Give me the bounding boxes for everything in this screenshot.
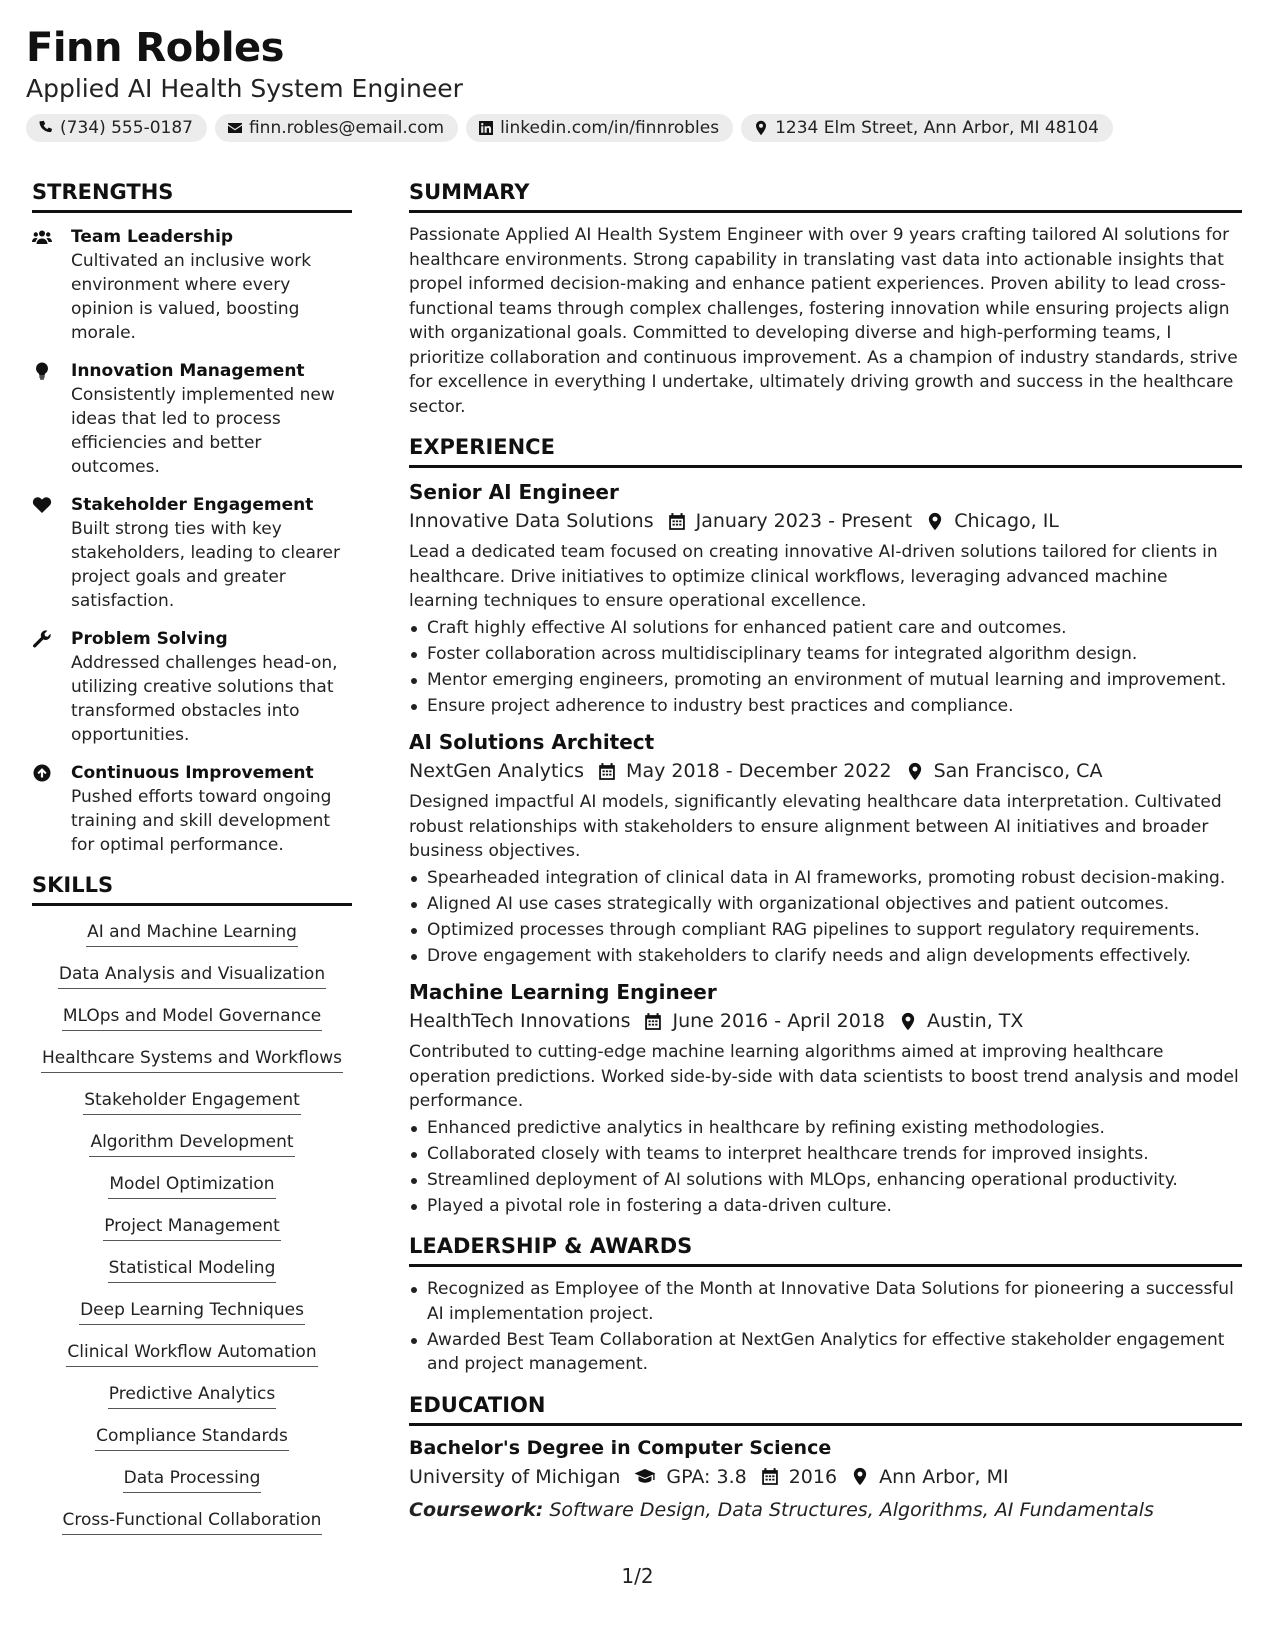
header: [26, 22, 1246, 142]
bullet-item: Aligned AI use cases strategically with organizational objectives and patient outcomes.: [409, 892, 1242, 917]
bullet-item: Collaborated closely with teams to interpret healthcare trends for improved insights.: [409, 1142, 1242, 1167]
envelope-icon: [227, 120, 243, 136]
calendar-icon: [761, 1467, 779, 1486]
strength-title: Team Leadership: [71, 227, 234, 247]
bullet-item: Mentor emerging engineers, promoting an environment of mutual learning and improvement.: [409, 668, 1242, 693]
awards-list: [409, 1277, 1242, 1377]
phone-text: (734) 555-0187: [60, 118, 193, 138]
left-column: [32, 178, 352, 1548]
map-pin-icon: [906, 762, 924, 781]
strength-item: [32, 761, 352, 857]
skills-section: [32, 871, 352, 1548]
strength-desc: Built strong ties with key stakeholders, leading to clearer project goals and greater satisfaction.: [71, 519, 341, 611]
heart-icon: [32, 496, 52, 514]
coursework-label: Coursework:: [409, 1498, 544, 1521]
skill-tag: Statistical Modeling: [108, 1254, 277, 1283]
bullet-item: Enhanced predictive analytics in healthcare by refining existing methodologies.: [409, 1116, 1242, 1141]
skill-tag: Project Management: [103, 1212, 281, 1241]
linkedin-text: linkedin.com/in/finnrobles: [500, 118, 720, 138]
skill-tag: Deep Learning Techniques: [79, 1296, 305, 1325]
degree-title: Bachelor's Degree in Computer Science: [409, 1436, 832, 1459]
education-meta: [409, 1462, 1242, 1492]
skill-tag: Data Processing: [123, 1464, 262, 1493]
job-dates: June 2016 - April 2018: [672, 1010, 886, 1032]
arrow-up-circle-icon: [32, 764, 52, 782]
skill-tag: Algorithm Development: [89, 1128, 294, 1157]
wrench-icon: [32, 630, 52, 648]
award-item: Recognized as Employee of the Month at Innovative Data Solutions for pioneering a successful AI implementation project.: [409, 1277, 1242, 1326]
bullet-item: Played a pivotal role in fostering a data-driven culture.: [409, 1194, 1242, 1219]
coursework-line: [409, 1496, 1242, 1524]
strength-title: Continuous Improvement: [71, 763, 314, 783]
strength-title: Stakeholder Engagement: [71, 495, 314, 515]
skill-tag: Model Optimization: [108, 1170, 275, 1199]
page-number: 1/2: [621, 1564, 654, 1588]
skill-tag: Healthcare Systems and Workflows: [41, 1044, 343, 1073]
summary-text: Passionate Applied AI Health System Engineer with over 9 years crafting tailored AI solutions for healthcare environments. Strong capability in translating vast data into actionable insights that propel informed decision-making and enhance patient experiences. Proven ability to lead cross-functional teams through complex challenges, fostering innovation while ensuring projects align with organizational goals. Committed to developing diverse and high-performing teams, I prioritize collaboration and continuous improvement. As a champion of industry standards, strive for excellence in everything I undertake, ultimately driving growth and success in the healthcare sector.: [409, 225, 1238, 417]
linkedin-chip[interactable]: [466, 114, 733, 142]
email-text: finn.robles@email.com: [248, 118, 445, 138]
job-location: San Francisco, CA: [933, 760, 1103, 782]
bullet-item: Drove engagement with stakeholders to clarify needs and align developments effectively.: [409, 944, 1242, 969]
email-chip[interactable]: [215, 114, 458, 142]
job-entry: [409, 978, 1242, 1218]
coursework-text: Software Design, Data Structures, Algorithms, AI Fundamentals: [549, 1498, 1154, 1521]
skill-tag: Stakeholder Engagement: [83, 1086, 301, 1115]
strength-desc: Addressed challenges head-on, utilizing creative solutions that transformed obstacles into opportunities.: [71, 653, 338, 745]
award-item: Awarded Best Team Collaboration at NextGen Analytics for effective stakeholder engagement and project management.: [409, 1328, 1242, 1377]
bullet-item: Foster collaboration across multidisciplinary teams for integrated algorithm design.: [409, 642, 1242, 667]
strengths-heading: STRENGTHS: [32, 178, 352, 213]
address-text: 1234 Elm Street, Ann Arbor, MI 48104: [775, 118, 1099, 138]
job-bullets: [409, 1116, 1242, 1219]
job-title: Senior AI Engineer: [409, 480, 619, 504]
skill-tag: MLOps and Model Governance: [62, 1002, 322, 1031]
calendar-icon: [598, 762, 616, 781]
candidate-role: Applied AI Health System Engineer: [26, 74, 463, 103]
job-company: HealthTech Innovations: [409, 1010, 631, 1032]
job-company: NextGen Analytics: [409, 760, 585, 782]
job-dates: May 2018 - December 2022: [626, 760, 892, 782]
job-meta: [409, 506, 1242, 536]
strength-desc: Cultivated an inclusive work environment where every opinion is valued, boosting morale.: [71, 251, 312, 343]
skills-list: [32, 918, 352, 1548]
calendar-icon: [668, 512, 686, 531]
job-entry: [409, 728, 1242, 968]
job-description: Lead a dedicated team focused on creating innovative AI-driven solutions tailored for clients in healthcare. Drive initiatives to optimize clinical workflows, leveraging advanced machine learning techniques to ensure operational excellence.: [409, 542, 1218, 611]
candidate-name: Finn Robles: [26, 25, 284, 71]
strength-item: [32, 359, 352, 479]
awards-section: [409, 1232, 1242, 1377]
bullet-item: Optimized processes through compliant RAG pipelines to support regulatory requirements.: [409, 918, 1242, 943]
bullet-item: Craft highly effective AI solutions for enhanced patient care and outcomes.: [409, 616, 1242, 641]
strength-title: Problem Solving: [71, 629, 228, 649]
skills-heading: SKILLS: [32, 871, 352, 906]
job-company: Innovative Data Solutions: [409, 510, 654, 532]
job-meta: [409, 1006, 1242, 1036]
strength-item: [32, 225, 352, 345]
phone-icon: [38, 120, 54, 136]
job-bullets: [409, 866, 1242, 969]
skill-tag: Compliance Standards: [95, 1422, 289, 1451]
job-location: Austin, TX: [927, 1010, 1024, 1032]
job-meta: [409, 756, 1242, 786]
map-pin-icon: [753, 120, 769, 136]
users-icon: [32, 228, 52, 246]
address-chip: [741, 114, 1113, 142]
job-location: Chicago, IL: [954, 510, 1059, 532]
experience-section: [409, 433, 1242, 1218]
skill-tag: Predictive Analytics: [108, 1380, 276, 1409]
graduation-year: 2016: [788, 1465, 838, 1488]
map-pin-icon: [851, 1467, 869, 1486]
job-bullets: [409, 616, 1242, 719]
strength-item: [32, 627, 352, 747]
calendar-icon: [644, 1012, 662, 1031]
phone-chip[interactable]: [26, 114, 207, 142]
school-name: University of Michigan: [409, 1465, 621, 1488]
experience-heading: EXPERIENCE: [409, 433, 1242, 468]
job-title: AI Solutions Architect: [409, 730, 655, 754]
graduation-cap-icon: [634, 1467, 656, 1486]
strength-desc: Consistently implemented new ideas that led to process efficiencies and better outcomes.: [71, 385, 335, 477]
bullet-item: Ensure project adherence to industry best practices and compliance.: [409, 694, 1242, 719]
job-entry: [409, 478, 1242, 718]
strength-desc: Pushed efforts toward ongoing training and skill development for optimal performance.: [71, 787, 332, 855]
awards-heading: LEADERSHIP & AWARDS: [409, 1232, 1242, 1267]
education-section: [409, 1391, 1242, 1524]
right-column: [409, 178, 1242, 1538]
strengths-list: [32, 225, 352, 857]
skill-tag: AI and Machine Learning: [86, 918, 298, 947]
skill-tag: Data Analysis and Visualization: [58, 960, 326, 989]
skill-tag: Clinical Workflow Automation: [66, 1338, 317, 1367]
linkedin-icon: [478, 120, 494, 136]
strength-title: Innovation Management: [71, 361, 305, 381]
bullet-item: Spearheaded integration of clinical data in AI frameworks, promoting robust decision-making.: [409, 866, 1242, 891]
job-description: Designed impactful AI models, significantly elevating healthcare data interpretation. Cultivated robust relationships with stakeholders to ensure alignment between AI initiatives and broader business objectives.: [409, 792, 1222, 861]
bullet-item: Streamlined deployment of AI solutions with MLOps, enhancing operational productivity.: [409, 1168, 1242, 1193]
strength-item: [32, 493, 352, 613]
lightbulb-icon: [32, 362, 52, 380]
skill-tag: Cross-Functional Collaboration: [62, 1506, 323, 1535]
map-pin-icon: [926, 512, 944, 531]
map-pin-icon: [899, 1012, 917, 1031]
contact-bar: [26, 114, 1246, 142]
job-title: Machine Learning Engineer: [409, 980, 717, 1004]
summary-heading: SUMMARY: [409, 178, 1242, 213]
job-description: Contributed to cutting-edge machine learning algorithms aimed at improving healthcare operation predictions. Worked side-by-side with data scientists to boost trend analysis and model performance.: [409, 1042, 1239, 1111]
gpa-text: GPA: 3.8: [666, 1465, 747, 1488]
summary-section: [409, 178, 1242, 419]
education-heading: EDUCATION: [409, 1391, 1242, 1426]
school-location: Ann Arbor, MI: [879, 1465, 1009, 1488]
job-dates: January 2023 - Present: [695, 510, 913, 532]
